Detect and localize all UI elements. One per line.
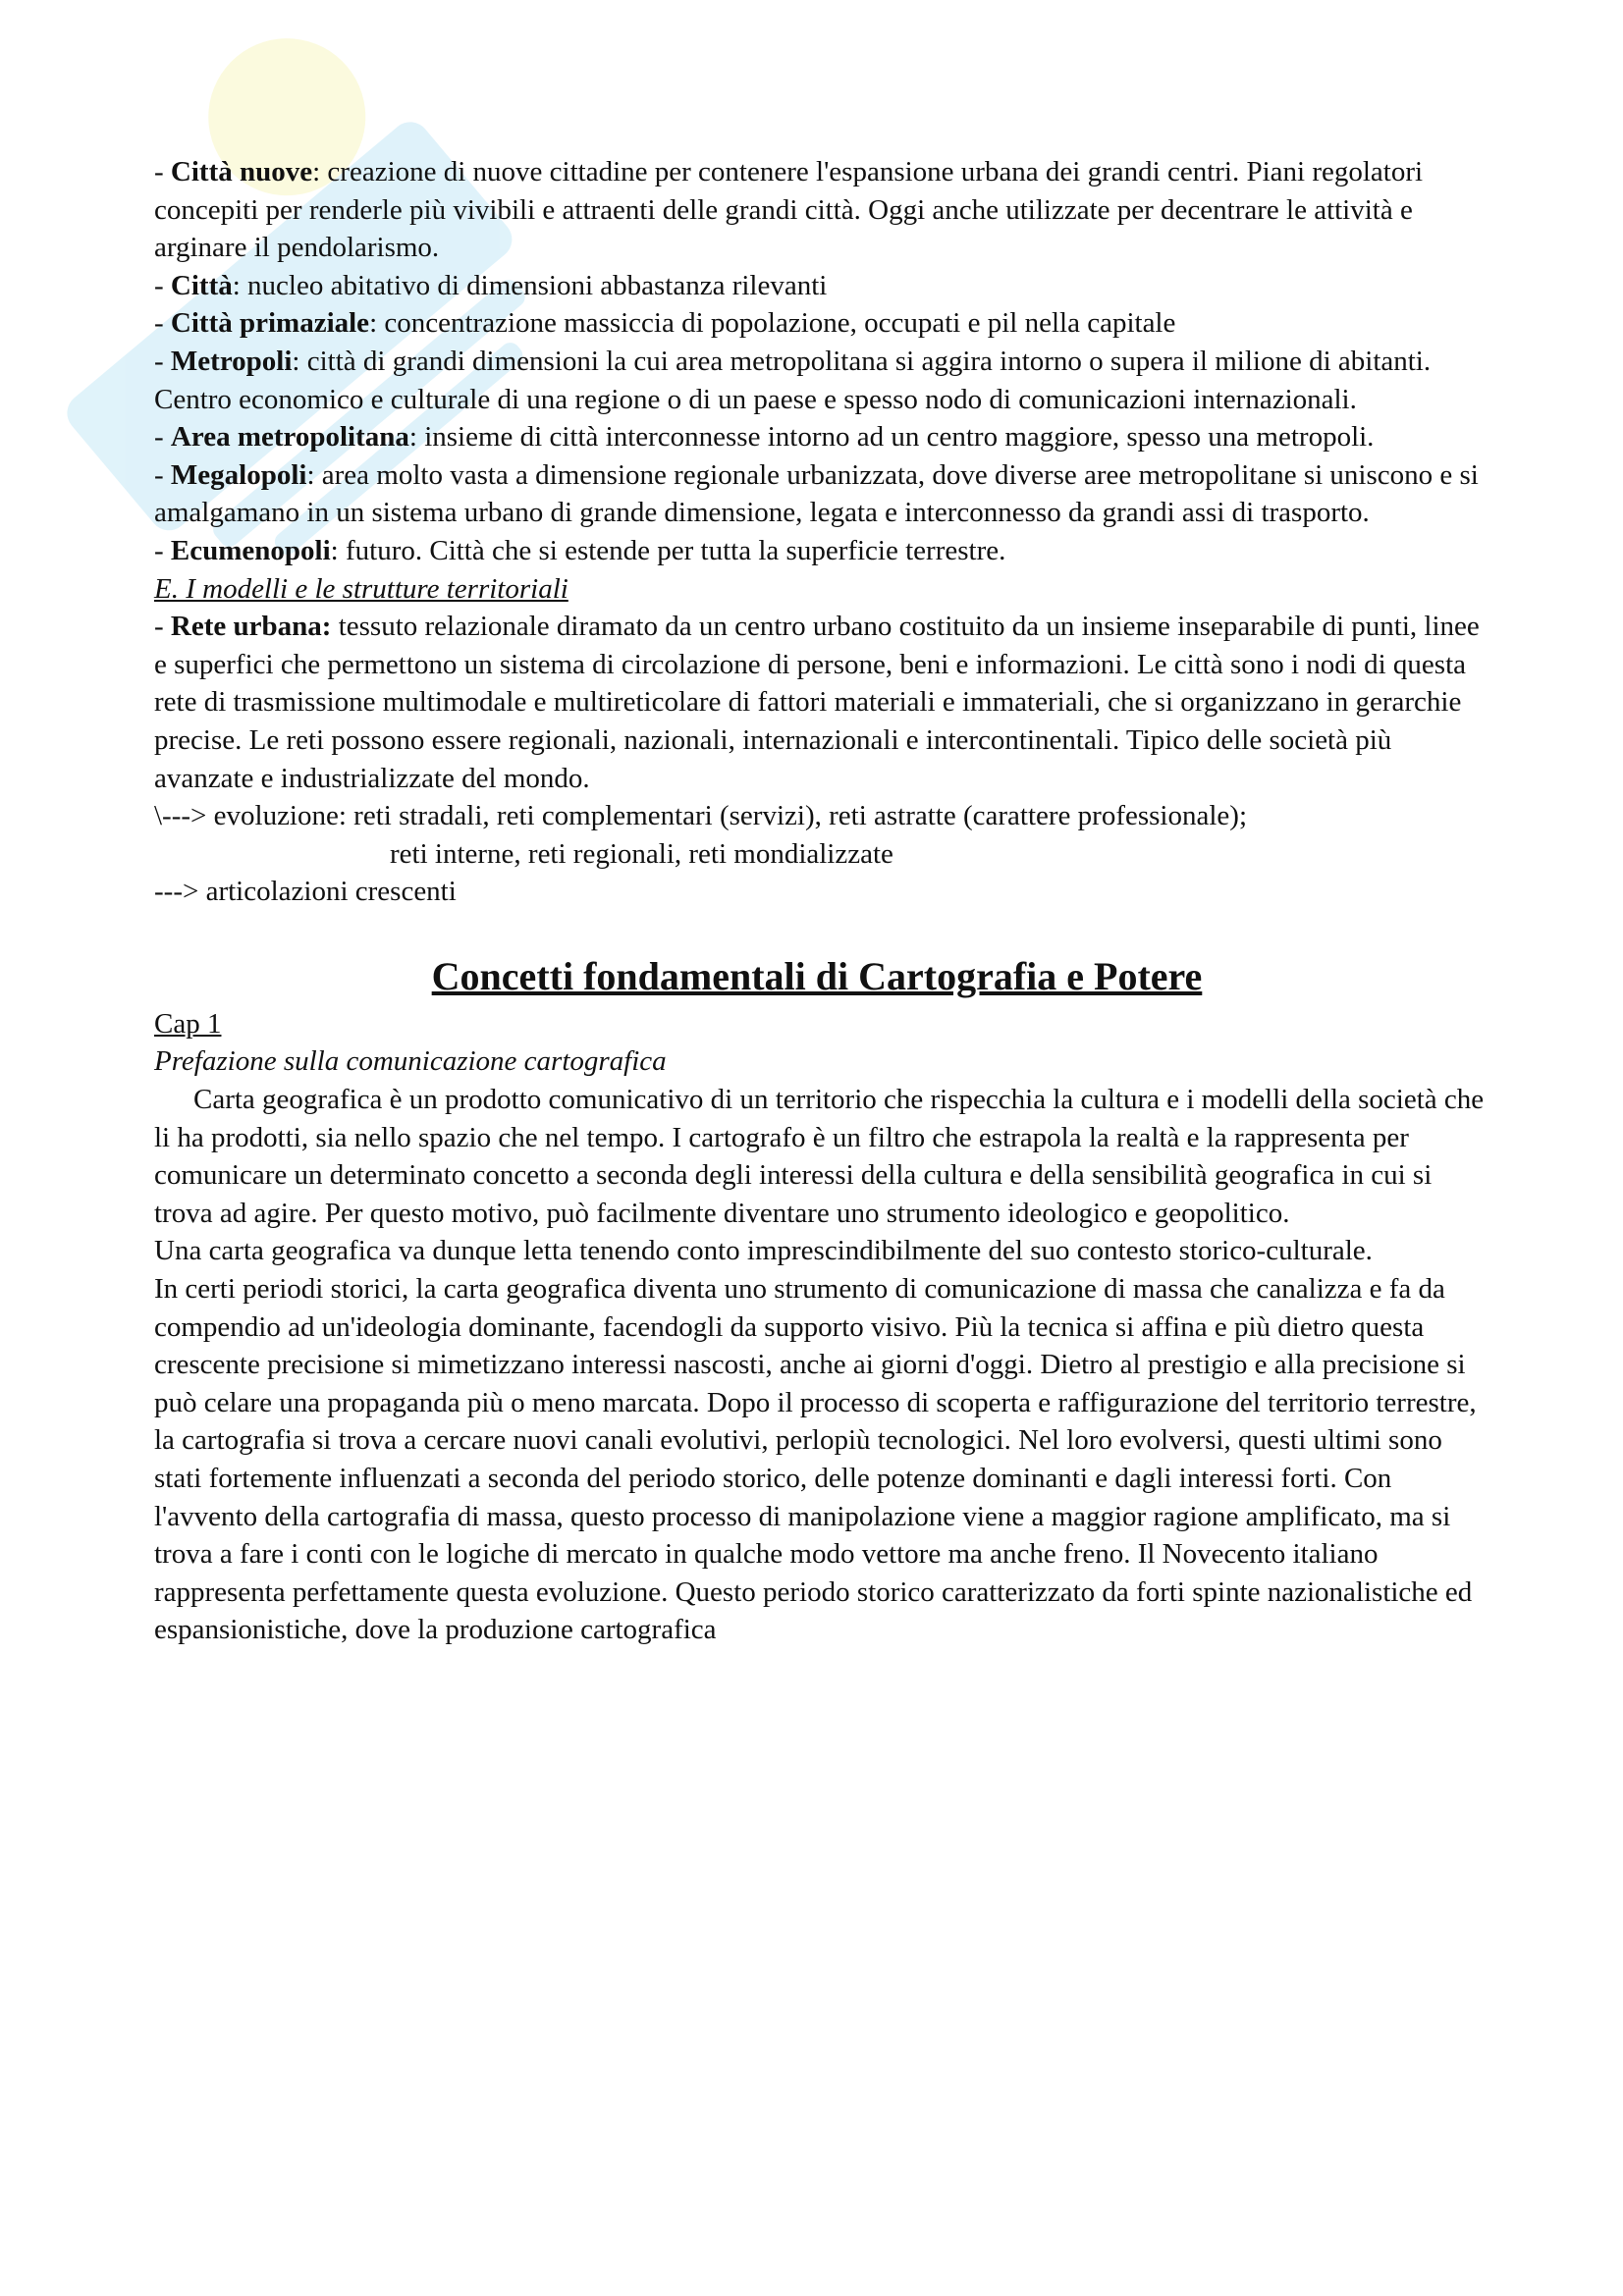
glossary-definition: : insieme di città interconnesse intorno ad un centro maggiore, spesso una metropoli.: [408, 421, 1375, 454]
glossary-term: Rete urbana:: [170, 611, 332, 643]
preface-heading: Prefazione sulla comunicazione cartografica: [154, 1045, 667, 1078]
glossary-definition: tessuto relazionale diramato da un centro urbano costituito da un insieme inseparabile di punti, linee e superfici che permettono un sistema di circolazione di persone, beni e informazioni. Le città sono i nodi di questa rete di trasmissione multimodale e multireticolare di fattori materiali e immateriali, che si organizzano in gerarchie precise. Le reti possono essere regionali, nazionali, internazionali e intercontinentali. Tipico delle società più avanzate e industrializzate del mondo.: [154, 611, 1480, 794]
glossary-definition: : città di grandi dimensioni la cui area metropolitana si aggira intorno o supera il milione di abitanti. Centro economico e culturale di una regione o di un paese e spesso nodo di comunicazioni internazionali.: [154, 345, 1432, 415]
evolution-line: \---> evoluzione: reti stradali, reti complementari (servizi), reti astratte (carattere professionale);: [154, 800, 1248, 832]
glossary-term: Megalopoli: [170, 458, 307, 491]
glossary-definition: : creazione di nuove cittadine per contenere l'espansione urbana dei grandi centri. Piani regolatori concepiti per renderle più vivibili e attraenti delle grandi città. Oggi anche utilizzate per decentrare le attività e arginare il pendolarismo.: [154, 156, 1424, 264]
glossary-entry: - Megalopoli: area molto vasta a dimensione regionale urbanizzata, dove diverse aree metropolitane si uniscono e si amalgamano in un sistema urbano di grande dimensione, legata e interconnesso da grandi assi di trasporto.: [154, 458, 1479, 529]
glossary-term: Area metropolitana: [170, 421, 409, 454]
glossary-entry: - Città primaziale: concentrazione massiccia di popolazione, occupati e pil nella capitale: [154, 307, 1176, 340]
glossary-entry: - Metropoli: città di grandi dimensioni la cui area metropolitana si aggira intorno o supera il milione di abitanti. Centro economico e culturale di una regione o di un paese e spesso nodo di comunicazioni internazionali.: [154, 345, 1432, 415]
evolution-line: reti interne, reti regionali, reti mondializzate: [390, 837, 893, 870]
body-paragraph: Carta geografica è un prodotto comunicativo di un territorio che rispecchia la cultura e i modelli della società che li ha prodotti, sia nello spazio che nel tempo. I cartografo è un filtro che estrapola la realtà e la rappresenta per comunicare un determinato concetto a seconda degli interessi della cultura e della sensibilità geografica in cui si trova ad agire. Per questo motivo, può facilmente diventare uno strumento ideologico e geopolitico.: [154, 1084, 1485, 1229]
section-heading: E. I modelli e le strutture territoriali: [154, 572, 568, 605]
glossary-list: [154, 153, 1489, 570]
body-paragraph: Una carta geografica va dunque letta tenendo conto imprescindibilmente del suo contesto storico-culturale.: [154, 1235, 1373, 1267]
glossary-term: Città primaziale: [170, 307, 370, 340]
glossary-entry: - Area metropolitana: insieme di città interconnesse intorno ad un centro maggiore, spesso una metropoli.: [154, 421, 1375, 454]
glossary-term: Metropoli: [170, 345, 293, 377]
document-title: Concetti fondamentali di Cartografia e Potere: [431, 953, 1203, 998]
glossary-entry: - Città: nucleo abitativo di dimensioni abbastanza rilevanti: [154, 269, 828, 301]
glossary-term: Città nuove: [170, 156, 313, 187]
glossary-definition: : concentrazione massiccia di popolazione, occupati e pil nella capitale: [369, 307, 1176, 340]
document-page: [154, 153, 1489, 1649]
glossary-definition: : nucleo abitativo di dimensioni abbastanza rilevanti: [232, 269, 828, 301]
glossary-definition: : area molto vasta a dimensione regionale urbanizzata, dove diverse aree metropolitane si uniscono e si amalgamano in un sistema urbano di grande dimensione, legata e interconnesso da grandi assi di trasporto.: [154, 458, 1479, 529]
glossary-entry: - Città nuove: creazione di nuove cittadine per contenere l'espansione urbana dei grandi centri. Piani regolatori concepiti per renderle più vivibili e attraenti delle grandi città. Oggi anche utilizzate per decentrare le attività e arginare il pendolarismo.: [154, 156, 1424, 264]
chapter-label: Cap 1: [154, 1007, 222, 1040]
body-paragraph: In certi periodi storici, la carta geografica diventa uno strumento di comunicazione di massa che canalizza e fa da compendio ad un'ideologia dominante, facendogli da supporto visivo. Più la tecnica si affina e più dietro questa crescente precisione si mimetizzano interessi nascosti, anche ai giorni d'oggi. Dietro al prestigio e alla precisione si può celare una propaganda più o meno marcata. Dopo il processo di scoperta e raffigurazione del territorio terrestre, la cartografia si trova a cercare nuovi canali evolutivi, perlopiù tecnologici. Nel loro evolversi, questi ultimi sono stati fortemente influenzati a seconda del periodo storico, delle potenze dominanti e dagli interessi forti. Con l'avvento della cartografia di massa, questo processo di manipolazione viene a maggior ragione amplificato, ma si trova a fare i conti con le logiche di mercato in qualche modo vettore ma anche freno. Il Novecento italiano rappresenta perfettamente questa evoluzione. Questo periodo storico caratterizzato da forti spinte nazionalistiche ed espansionistiche, dove la produzione cartografica: [154, 1273, 1477, 1646]
glossary-term: Città: [170, 269, 233, 301]
glossary-entry: - Ecumenopoli: futuro. Città che si estende per tutta la superficie terrestre.: [154, 534, 1006, 566]
evolution-line: ---> articolazioni crescenti: [154, 876, 457, 908]
glossary-term: Ecumenopoli: [170, 534, 331, 566]
glossary-definition: : futuro. Città che si estende per tutta la superficie terrestre.: [330, 534, 1006, 566]
rete-urbana-entry: - Rete urbana: tessuto relazionale diramato da un centro urbano costituito da un insieme inseparabile di punti, linee e superfici che permettono un sistema di circolazione di persone, beni e informazioni. Le città sono i nodi di questa rete di trasmissione multimodale e multireticolare di fattori materiali e immateriali, che si organizzano in gerarchie precise. Le reti possono essere regionali, nazionali, internazionali e intercontinentali. Tipico delle società più avanzate e industrializzate del mondo.: [154, 611, 1480, 794]
